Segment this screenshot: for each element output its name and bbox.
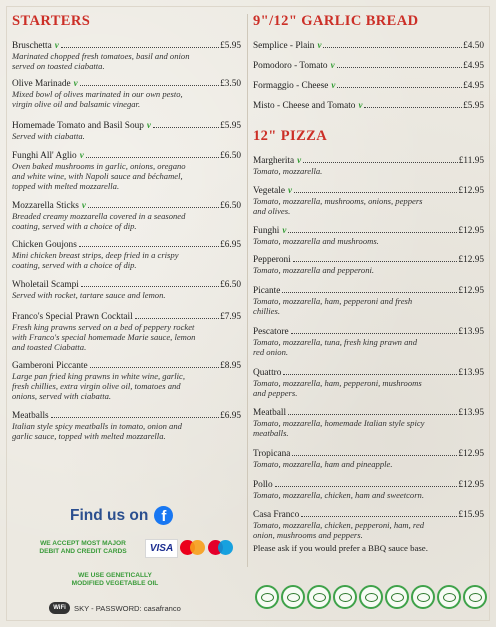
- menu-item-name: Tropicana: [253, 449, 291, 459]
- menu-item-price: £4.95: [463, 81, 484, 91]
- dot-leader: [294, 192, 457, 193]
- dot-leader: [337, 67, 462, 68]
- menu-item-description: [12, 323, 241, 352]
- menu-item-price: £6.95: [220, 411, 241, 421]
- wifi-icon: WiFi: [49, 602, 70, 614]
- menu-item: [253, 510, 484, 541]
- description-line: topped with melted mozzarella.: [12, 180, 120, 191]
- menu-item-name: Olive Marinade: [12, 79, 71, 89]
- dot-leader: [291, 333, 458, 334]
- menu-item-description: [253, 197, 484, 217]
- menu-item-name: Vegetale: [253, 186, 286, 196]
- tripadvisor-award-icon: [307, 585, 331, 609]
- vegetarian-icon: v: [317, 40, 322, 50]
- menu-item: [12, 150, 241, 191]
- vegetarian-icon: v: [330, 60, 335, 70]
- description-line: coating, served with a choice of dip.: [12, 220, 137, 231]
- vegetarian-icon: v: [81, 200, 86, 210]
- dot-leader: [288, 414, 457, 415]
- dot-leader: [275, 486, 458, 487]
- menu-item-description: [253, 419, 484, 439]
- vegetarian-icon: v: [282, 225, 287, 235]
- menu-item-description: [12, 162, 241, 191]
- menu-item-price: £6.50: [220, 201, 241, 211]
- description-line: Tomato, mozzarella, homemade Italian style spicy: [253, 418, 425, 428]
- menu-item: [253, 185, 484, 217]
- description-line: garlic sauce, topped with melted mozzarella.: [12, 430, 166, 441]
- menu-item-price: £3.50: [220, 79, 241, 89]
- dot-leader: [282, 292, 457, 293]
- menu-item-description: [253, 297, 484, 317]
- dot-leader: [86, 157, 219, 158]
- menu-item-description: [12, 212, 241, 232]
- description-line: Mixed bowl of olives marinated in our own pesto,: [12, 89, 183, 99]
- menu-item: [12, 200, 241, 232]
- description-line: Tomato, mozzarella, tuna, fresh king prawn and: [253, 337, 418, 347]
- description-line: red onion.: [253, 346, 289, 357]
- vegetable-oil-text: WE USE GENETICALLY MODIFIED VEGETABLE OIL: [71, 572, 159, 587]
- description-line: with Franco's special homemade Marie sauce, lemon: [12, 331, 196, 342]
- menu-item-price: £15.95: [458, 510, 484, 520]
- vegetarian-icon: v: [73, 78, 78, 88]
- tripadvisor-award-icon: [359, 585, 383, 609]
- menu-item-name: Casa Franco: [253, 510, 300, 520]
- menu-item-description: [253, 237, 484, 247]
- menu-item-description: [12, 52, 241, 72]
- description-line: virgin olive oil and balsamic vinegar.: [12, 98, 141, 109]
- tripadvisor-award-icon: [437, 585, 461, 609]
- description-line: Tomato, mozzarella and mushrooms.: [253, 236, 379, 246]
- vegetarian-icon: v: [146, 120, 151, 130]
- menu-item-price: £8.95: [220, 361, 241, 371]
- starters-title: STARTERS: [12, 13, 91, 29]
- description-line: and peppers.: [253, 387, 298, 398]
- menu-item-price: £12.95: [458, 186, 484, 196]
- menu-item-name: Funghi All' Aglio: [12, 151, 77, 161]
- menu-item-price: £6.95: [220, 240, 241, 250]
- vegetarian-icon: v: [331, 80, 336, 90]
- menu-item-price: £4.95: [463, 61, 484, 71]
- menu-item-name: Semplice - Plain: [253, 41, 315, 51]
- menu-item-name: Funghi: [253, 226, 280, 236]
- menu-item: [12, 411, 241, 442]
- menu-item-name: Mozzarella Sticks: [12, 201, 79, 211]
- menu-item: [253, 100, 484, 112]
- menu-item: [12, 280, 241, 301]
- menu-item-price: £7.95: [220, 312, 241, 322]
- description-line: fresh chillies, extra virgin olive oil, tomatoes and: [12, 380, 181, 391]
- cards-accepted-text: WE ACCEPT MOST MAJOR DEBIT AND CREDIT CARDS: [39, 540, 127, 555]
- menu-item: [253, 408, 484, 439]
- dot-leader: [51, 417, 219, 418]
- dot-leader: [293, 261, 458, 262]
- dot-leader: [80, 85, 219, 86]
- menu-item: [253, 480, 484, 501]
- menu-item-name: Misto - Cheese and Tomato: [253, 101, 356, 111]
- find-us-text: Find us on: [70, 506, 149, 524]
- wifi-password-text: SKY - PASSWORD: casafranco: [74, 603, 181, 613]
- menu-item: [253, 225, 484, 247]
- facebook-icon[interactable]: f: [154, 506, 173, 525]
- description-line: Tomato, mozzarella, chicken, ham and sweetcorn.: [253, 490, 424, 500]
- menu-item-price: £13.95: [458, 408, 484, 418]
- menu-item-row: [253, 40, 484, 52]
- menu-item: [253, 368, 484, 399]
- description-line: Breaded creamy mozzarella covered in a seasoned: [12, 211, 186, 221]
- menu-item: [12, 240, 241, 271]
- vegetarian-icon: v: [54, 40, 59, 50]
- menu-item-name: Pescatore: [253, 327, 289, 337]
- dot-leader: [135, 318, 219, 319]
- dot-leader: [323, 47, 462, 48]
- description-line: Oven baked mushrooms in garlic, onions, oregano: [12, 161, 186, 171]
- menu-item-name: Bruschetta: [12, 41, 52, 51]
- menu-item-price: £5.95: [220, 41, 241, 51]
- menu-item-description: [12, 372, 241, 401]
- description-line: Tomato, mozzarella, ham and pineapple.: [253, 459, 393, 469]
- description-line: chillies.: [253, 305, 280, 316]
- description-line: Tomato, mozzarella.: [253, 166, 323, 176]
- menu-item: [253, 80, 484, 92]
- menu-item: [253, 327, 484, 358]
- menu-item-row: [253, 80, 484, 92]
- description-line: Italian style spicy meatballs in tomato, onion and: [12, 421, 182, 431]
- menu-item-price: £12.95: [458, 226, 484, 236]
- dot-leader: [90, 367, 219, 368]
- menu-item-price: £5.95: [463, 101, 484, 111]
- menu-item-description: [253, 379, 484, 399]
- menu-item-price: £6.50: [220, 151, 241, 161]
- menu-item-description: [253, 266, 484, 276]
- menu-item-description: [12, 291, 241, 301]
- menu-item-description: [12, 251, 241, 271]
- menu-item-description: [12, 132, 241, 142]
- menu-item: [12, 361, 241, 401]
- dot-leader: [337, 87, 462, 88]
- tripadvisor-award-icon: [411, 585, 435, 609]
- description-line: Mini chicken breast strips, deep fried in a crispy: [12, 250, 179, 260]
- dot-leader: [364, 107, 462, 108]
- tripadvisor-badges: [255, 585, 487, 609]
- menu-item-name: Franco's Special Prawn Cocktail: [12, 312, 133, 322]
- menu-item-name: Homemade Tomato and Basil Soup: [12, 121, 144, 131]
- maestro-icon: [208, 539, 234, 556]
- menu-item-description: [12, 90, 241, 110]
- column-divider: [247, 14, 248, 567]
- menu-item-name: Chicken Goujons: [12, 240, 77, 250]
- menu-item-name: Pepperoni: [253, 255, 291, 265]
- menu-item-row: [253, 100, 484, 112]
- menu-item-name: Meatball: [253, 408, 287, 418]
- menu-item: [253, 40, 484, 52]
- dot-leader: [288, 232, 457, 233]
- menu-item-name: Picante: [253, 286, 281, 296]
- menu-item: [253, 255, 484, 276]
- dot-leader: [61, 47, 219, 48]
- menu-item-description: [253, 338, 484, 358]
- menu-item-price: £12.95: [458, 480, 484, 490]
- vegetarian-icon: v: [288, 185, 293, 195]
- description-line: Served with ciabatta.: [12, 131, 85, 141]
- menu-item-description: [253, 460, 484, 470]
- menu-item: [12, 40, 241, 72]
- menu-item-name: Meatballs: [12, 411, 49, 421]
- menu-item-name: Wholetail Scampi: [12, 280, 79, 290]
- description-line: Tomato, mozzarella, ham, pepperoni, mushrooms: [253, 378, 422, 388]
- tripadvisor-award-icon: [255, 585, 279, 609]
- description-line: onion, mushrooms and peppers.: [253, 529, 363, 540]
- menu-item-name: Pollo: [253, 480, 273, 490]
- description-line: Served with rocket, tartare sauce and lemon.: [12, 290, 166, 300]
- menu-item-price: £12.95: [458, 286, 484, 296]
- menu-item-description: [253, 491, 484, 501]
- menu-item-name: Pomodoro - Tomato: [253, 61, 328, 71]
- dot-leader: [303, 162, 458, 163]
- garlic-bread-title: 9"/12" GARLIC BREAD: [253, 13, 419, 29]
- menu-item-price: £13.95: [458, 327, 484, 337]
- menu-item-price: £13.95: [458, 368, 484, 378]
- find-us-on-facebook[interactable]: [70, 506, 173, 525]
- tripadvisor-award-icon: [281, 585, 305, 609]
- menu-item: [253, 286, 484, 317]
- vegetarian-icon: v: [358, 100, 363, 110]
- menu-item-price: £11.95: [458, 156, 484, 166]
- menu-item: [12, 312, 241, 352]
- description-line: coating, served with a choice of dip.: [12, 259, 137, 270]
- description-line: meatballs.: [253, 427, 289, 438]
- tripadvisor-award-icon: [333, 585, 357, 609]
- wifi-info: [49, 602, 181, 614]
- vegetarian-icon: v: [297, 155, 302, 165]
- description-line: Tomato, mozzarella, chicken, pepperoni, ham, red: [253, 520, 425, 530]
- dot-leader: [301, 516, 457, 517]
- description-line: Tomato, mozzarella, mushrooms, onions, peppers: [253, 196, 423, 206]
- menu-item-row: [253, 60, 484, 72]
- visa-icon: VISA: [145, 539, 178, 558]
- menu-item-price: £6.50: [220, 280, 241, 290]
- description-line: and toasted Ciabatta.: [12, 341, 87, 352]
- menu-item: [12, 120, 241, 142]
- dot-leader: [81, 286, 219, 287]
- dot-leader: [88, 207, 219, 208]
- dot-leader: [153, 127, 219, 128]
- description-line: Marinated chopped fresh tomatoes, basil and onion: [12, 51, 190, 61]
- description-line: Fresh king prawns served on a bed of peppery rocket: [12, 322, 195, 332]
- menu-item: [253, 449, 484, 470]
- menu-item-description: [12, 422, 241, 442]
- menu-item: [253, 60, 484, 72]
- menu-item-name: Quattro: [253, 368, 282, 378]
- tripadvisor-award-icon: [385, 585, 409, 609]
- description-line: Large pan fried king prawns in white wine, garlic,: [12, 371, 185, 381]
- description-line: Tomato, mozzarella, ham, pepperoni and fresh: [253, 296, 413, 306]
- menu-item: [12, 78, 241, 110]
- description-line: and white wine, with Napoli sauce and béchamel,: [12, 170, 183, 181]
- menu-item-price: £5.95: [220, 121, 241, 131]
- dot-leader: [292, 455, 457, 456]
- bbq-note: Please ask if you would prefer a BBQ sauce base.: [253, 543, 428, 553]
- description-line: and olives.: [253, 205, 291, 216]
- description-line: served on toasted ciabatta.: [12, 60, 105, 71]
- dot-leader: [283, 374, 457, 375]
- menu-item-description: [253, 167, 484, 177]
- menu-item-price: £12.95: [458, 255, 484, 265]
- description-line: onions, served with ciabatta.: [12, 390, 112, 401]
- menu-item-description: [253, 521, 484, 541]
- tripadvisor-award-icon: [463, 585, 487, 609]
- vegetarian-icon: v: [79, 150, 84, 160]
- menu-item-price: £12.95: [458, 449, 484, 459]
- mastercard-icon: [180, 539, 206, 556]
- menu-item-price: £4.50: [463, 41, 484, 51]
- dot-leader: [79, 246, 219, 247]
- menu-item-name: Gamberoni Piccante: [12, 361, 88, 371]
- menu-item-name: Margherita: [253, 156, 295, 166]
- menu-item-name: Formaggio - Cheese: [253, 81, 329, 91]
- pizza-title: 12" PIZZA: [253, 128, 328, 144]
- description-line: Tomato, mozzarella and pepperoni.: [253, 265, 375, 275]
- menu-item: [253, 155, 484, 177]
